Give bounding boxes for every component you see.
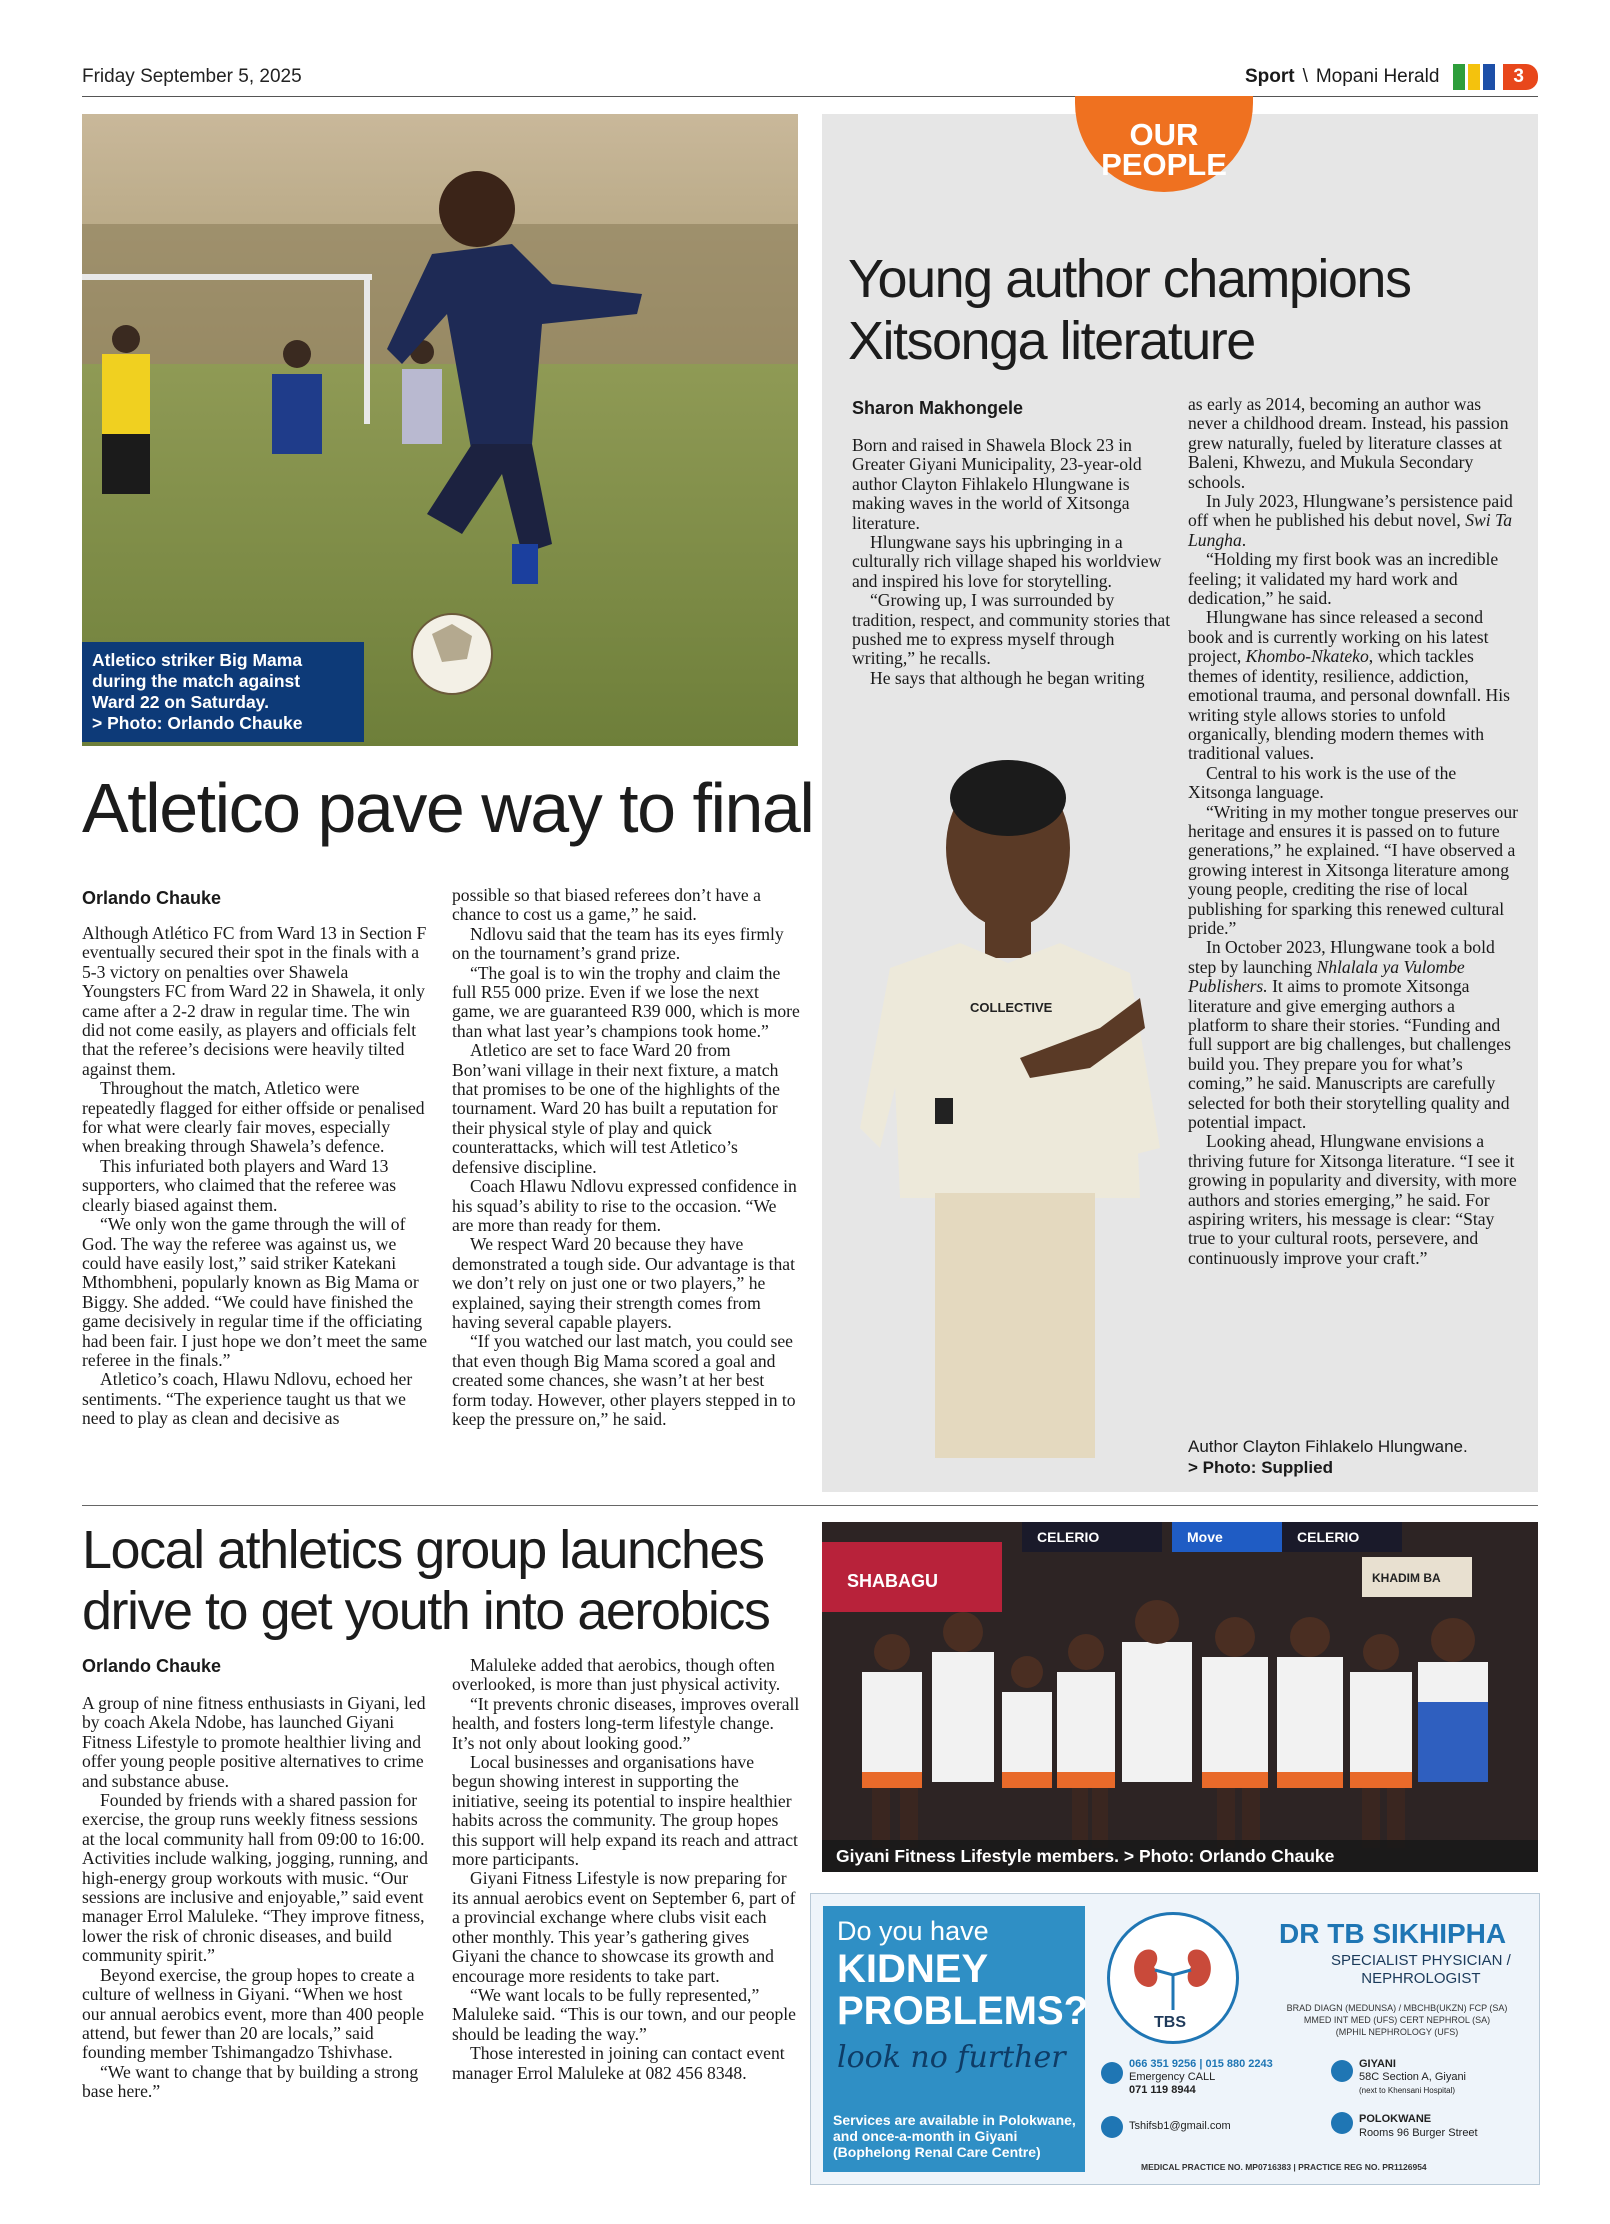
paragraph: Looking ahead, Hlungwane envisions a thriving future for Xitsonga literature. “I see it growing in popularity and diversity, with more authors and stories emerging,” he said. For aspiring writers, his message is clear: “Stay true to your cultural roots, persevere, and continuously improve your craft.”	[1188, 1131, 1517, 1268]
paragraph: Born and raised in Shawela Block 23 in Greater Giyani Municipality, 23-year-old author Clayton Fihlakelo Hlungwane is making waves in the world of Xitsonga literature.	[852, 435, 1142, 533]
paragraph: Central to his work is the use of the Xitsonga language.	[1188, 762, 1457, 803]
our-people-badge	[1075, 96, 1253, 192]
paragraph: possible so that biased referees don’t have a chance to cost us a game,” he said.	[452, 885, 761, 925]
paragraph: “The goal is to win the trophy and claim the full R55 000 prize. Even if we lose the next game, we are guaranteed R39 000, which is more than what last year’s champions took home.”	[452, 962, 800, 1041]
paragraph: Those interested in joining can contact event manager Errol Maluleke at 082 456 8348.	[452, 2043, 785, 2083]
paragraph: “Growing up, I was surrounded by tradition, respect, and community stories that pushed me to express myself through writing,” he recalls.	[852, 590, 1171, 669]
qual-line: MMED INT MED (UFS) CERT NEPHROL (SA)	[1303, 2015, 1491, 2025]
paragraph	[1188, 492, 1518, 550]
caption-line: during the match against	[92, 671, 301, 691]
color-bars	[1453, 64, 1495, 90]
text-run: , which tackles themes of identity, resilience, addiction, emotional trauma, and personal downfall. His writing style allows stories to unfold organically, blending modern themes with traditional values.	[1188, 646, 1510, 764]
article-column	[452, 1656, 800, 2083]
title-line: NEPHROLOGIST	[1361, 1970, 1481, 1987]
qual-line: BRAD DIAGN (MEDUNSA) / MBCHB(UKZN) FCP (SA)	[1286, 2003, 1508, 2013]
article-column	[1188, 395, 1518, 1268]
phone-number: 066 351 9256 | 015 880 2243	[1129, 2058, 1273, 2070]
headline	[848, 248, 1410, 372]
green-bar	[1453, 64, 1465, 90]
practice-numbers: MEDICAL PRACTICE NO. MP0716383 | PRACTICE REG NO. PR1126954	[1141, 2162, 1427, 2172]
address-line: 58C Section A, Giyani	[1359, 2071, 1467, 2083]
issue-date: Friday September 5, 2025	[82, 66, 302, 87]
paragraph: “We want locals to be fully represented,” Maluleke said. “This is our town, and our people should be leading the way.”	[452, 1984, 796, 2044]
tbs-logo	[1107, 1912, 1239, 2044]
author-caption	[1188, 1436, 1468, 1478]
paragraph: as early as 2014, becoming an author was never a childhood dream. Instead, his passion grew naturally, fueled by literature classes at Baleni, Khwezu, and Mukula Secondary schools.	[1188, 394, 1509, 492]
paragraph: “It prevents chronic diseases, improves overall health, and fosters long-term lifestyle change. It’s not only about looking good.”	[452, 1693, 800, 1753]
paragraph: Ndlovu said that the team has its eyes firmly on the tournament’s grand prize.	[452, 923, 784, 964]
banner-text: SHABAGU	[847, 1571, 939, 1591]
article-column	[852, 436, 1174, 688]
paragraph: Throughout the match, Atletico were repeatedly flagged for either offside or penalised for what were clearly fair moves, especially when breaking through Shawela’s defence.	[82, 1078, 425, 1157]
logo-text: TBS	[1154, 2014, 1186, 2031]
text-run: In July 2023, Hlungwane’s persistence paid off when he published his debut novel,	[1188, 491, 1513, 531]
paragraph: He says that although he began writing	[870, 667, 1145, 688]
page-header	[1245, 64, 1538, 90]
advert-services	[833, 2112, 1076, 2160]
advert-left-panel	[823, 1906, 1089, 2172]
services-line: Services are available in Polokwane,	[833, 2112, 1076, 2128]
headline: Atletico pave way to final	[82, 769, 814, 847]
headline-line: Xitsonga literature	[848, 311, 1255, 371]
article-column	[452, 886, 800, 1429]
location-name: GIYANI	[1359, 2058, 1396, 2070]
banner-text: CELERIO	[1037, 1529, 1100, 1545]
doctor-name: DR TB SIKHIPHA	[1279, 1918, 1507, 1949]
paragraph: Beyond exercise, the group hopes to create a culture of wellness in Giyani. “When we host our annual aerobics event, more than 400 people attend, but fewer than 20 are locals,” said founding member Tshimangadzo Tshivhase.	[82, 1964, 424, 2063]
paragraph: “We only won the game through the will of God. The way the referee was against us, we could have easily lost,” said striker Katekani Mthombheni, popularly known as Big Mama or Biggy. She added. “We could have finished the game decisively in regular time if the officiating had been fair. I just hope we don’t meet the same referee in the finals.”	[82, 1214, 428, 1370]
paragraph: “If you watched our last match, you could see that even though Big Mama scored a goal and created some chances, she wasn’t at her best form today. However, other players stepped in to keep the pressure on,” he said.	[452, 1331, 796, 1429]
location-icon	[1331, 2112, 1353, 2134]
paragraph: “We want to change that by building a strong base here.”	[82, 2061, 419, 2102]
banner-text: CELERIO	[1297, 1529, 1360, 1545]
paragraph: A group of nine fitness enthusiasts in Giyani, led by coach Akela Ndobe, has launched Giyani Fitness Lifestyle to promote healthier living and offer young people positive alternatives to crime and substance abuse.	[82, 1693, 426, 1791]
headline	[82, 1520, 769, 1642]
kidney-icon	[1110, 1915, 1236, 2041]
badge-line: PEOPLE	[1101, 147, 1227, 182]
publisher-name: Nhlalala ya Vulombe Publishers.	[1188, 956, 1465, 997]
title-line: SPECIALIST PHYSICIAN /	[1331, 1952, 1511, 1969]
paragraph: “Holding my first book was an incredible feeling; it validated my hard work and dedication,” he said.	[1188, 549, 1499, 609]
byline: Orlando Chauke	[82, 888, 222, 908]
caption-credit: > Photo: Supplied	[1188, 1458, 1333, 1477]
group-photo	[822, 1522, 1538, 1872]
advert-heading-line: KIDNEY	[837, 1947, 989, 1991]
header-rule	[82, 96, 1538, 97]
emergency-number: 071 119 8944	[1129, 2084, 1196, 2096]
caption-credit: > Photo: Orlando Chauke	[92, 713, 303, 733]
article-column	[82, 924, 430, 1429]
book-title: Swi Ta Lungha	[1188, 510, 1513, 550]
header-separator: \	[1302, 66, 1308, 87]
author-figure	[840, 728, 1180, 1458]
group-scene	[822, 1522, 1538, 1872]
qual-line: (MPHIL NEPHROLOGY (UFS)	[1335, 2027, 1459, 2037]
yellow-bar	[1468, 64, 1480, 90]
photo-caption	[82, 642, 364, 742]
services-line: and once-a-month in Giyani	[833, 2128, 1018, 2144]
paragraph	[1188, 938, 1518, 1132]
headline-line: drive to get youth into aerobics	[82, 1581, 770, 1641]
text-run: It aims to promote Xitsonga literature and give emerging authors a platform to share their stories. “Funding and full support are big challenges, but challenges build you. They prepare you for what’s coming,” he said. Manuscripts are carefully selected for both their storytelling quality and potential impact.	[1188, 976, 1511, 1133]
headline-line: Young author champions	[848, 249, 1411, 309]
paragraph: Founded by friends with a shared passion for exercise, the group runs weekly fitness sessions at the local community hall from 09:00 to 16:00. Activities include walking, jogging, running, and high-energy group workouts with music. “Our sessions are inclusive and enjoyable,” said event manager Errol Maluleke. “They improve fitness, lower the risk of chronic diseases, and build community spirit.”	[82, 1790, 428, 1966]
email-icon	[1101, 2116, 1123, 2138]
advert-question: Do you have	[837, 1916, 989, 1946]
text-run: In October 2023, Hlungwane took a bold step by launching	[1188, 937, 1495, 977]
paragraph: “Writing in my mother tongue preserves our heritage and ensures it is passed on to future generations,” he explained. “I have observed a growing interest in Xitsonga literature among young people, crediting the rise of local publishing for sparking this renewed cultural pride.”	[1188, 801, 1518, 938]
address-note: (next to Khensani Hospital)	[1359, 2086, 1456, 2095]
phone-label: Emergency CALL	[1129, 2071, 1216, 2083]
kidney-advert	[810, 1893, 1540, 2185]
location-icon	[1331, 2060, 1353, 2082]
article-column	[82, 1694, 430, 2102]
text-run: .	[1241, 529, 1247, 550]
byline: Orlando Chauke	[82, 1656, 222, 1676]
page-number: 3	[1503, 64, 1538, 90]
section-name: Sport	[1244, 66, 1295, 87]
doctor-qualifications	[1277, 2002, 1517, 2038]
badge-line: OUR	[1129, 117, 1199, 152]
banner-text: KHADIM BA	[1372, 1571, 1441, 1585]
book-title: Khombo-Nkateko	[1245, 646, 1369, 667]
paragraph: This infuriated both players and Ward 13 supporters, who claimed that the referee was clearly biased against them.	[82, 1155, 397, 1215]
advert-heading-line: PROBLEMS?	[837, 1989, 1089, 2033]
giyani-address	[1359, 2058, 1466, 2097]
location-name: POLOKWANE	[1359, 2113, 1432, 2125]
group-photo-caption: Giyani Fitness Lifestyle members. > Photo: Orlando Chauke	[822, 1840, 1538, 1872]
advert-tagline: look no further	[837, 2040, 1066, 2075]
paragraph: Coach Hlawu Ndlovu expressed confidence in his squad’s ability to rise to the occasion. “We are more than ready for them.	[452, 1176, 797, 1235]
paragraph: Although Atlético FC from Ward 13 in Section F eventually secured their spot in the finals with a 5-3 victory on penalties over Shawela Youngsters FC from Ward 22 in Shawela, it only came after a 2-2 draw in regular time. The win did not come easily, as players and officials felt that the referee’s decisions were heavily tilted against them.	[82, 923, 427, 1079]
paragraph: Atletico’s coach, Hlawu Ndlovu, echoed her sentiments. “The experience taught us that we need to play as clean and decisive as	[82, 1369, 413, 1429]
paragraph: We respect Ward 20 because they have demonstrated a tough side. Our advantage is that we don’t rely on just one or two players,” he explained, saying their strength comes from having several capable players.	[452, 1234, 795, 1332]
shirt-text: COLLECTIVE	[970, 1000, 1053, 1015]
phone-icon	[1101, 2062, 1123, 2084]
address-line: Rooms 96 Burger Street	[1359, 2127, 1478, 2139]
section-divider	[82, 1505, 1538, 1506]
banner-text: Move	[1187, 1529, 1223, 1545]
blue-bar	[1483, 64, 1495, 90]
paragraph	[1188, 608, 1518, 763]
paragraph: Maluleke added that aerobics, though often overlooked, is more than just physical activity.	[452, 1655, 781, 1695]
headline-line: Local athletics group launches	[82, 1520, 764, 1580]
paragraph: Hlungwane says his upbringing in a culturally rich village shaped his worldview and inspired his love for storytelling.	[852, 532, 1162, 591]
email-address: Tshifsb1@gmail.com	[1129, 2120, 1231, 2132]
advert-heading	[837, 1948, 1088, 2032]
phone-details	[1129, 2058, 1273, 2097]
paragraph: Giyani Fitness Lifestyle is now preparing for its annual aerobics event on September 6, part of a provincial exchange where clubs visit each other monthly. This year’s gathering gives Giyani the chance to showcase its growth and encourage more residents to take part.	[452, 1868, 796, 1986]
paragraph: Local businesses and organisations have begun showing interest in supporting the initiative, seeing its potential to inspire healthier habits across the community. The group hopes this support will help expand its reach and attract more participants.	[452, 1752, 798, 1870]
text-run: Hlungwane has since released a second book and is currently working on his latest project,	[1188, 607, 1489, 667]
caption-line: Ward 22 on Saturday.	[92, 692, 269, 712]
paper-name: Mopani Herald	[1315, 66, 1440, 87]
caption-text: Author Clayton Fihlakelo Hlungwane.	[1188, 1437, 1468, 1456]
services-line: (Bophelong Renal Care Centre)	[833, 2144, 1041, 2160]
caption-line: Atletico striker Big Mama	[92, 650, 303, 670]
paragraph: Atletico are set to face Ward 20 from Bon’wani village in their next fixture, a match that promises to be one of the highlights of the tournament. Ward 20 has built a reputation for their physical style of play and quick counterattacks, which will test Atletico’s defensive discipline.	[452, 1040, 780, 1177]
doctor-title	[1331, 1952, 1511, 1988]
polokwane-address	[1359, 2112, 1478, 2140]
byline: Sharon Makhongele	[852, 398, 1024, 418]
author-photo	[840, 728, 1180, 1458]
